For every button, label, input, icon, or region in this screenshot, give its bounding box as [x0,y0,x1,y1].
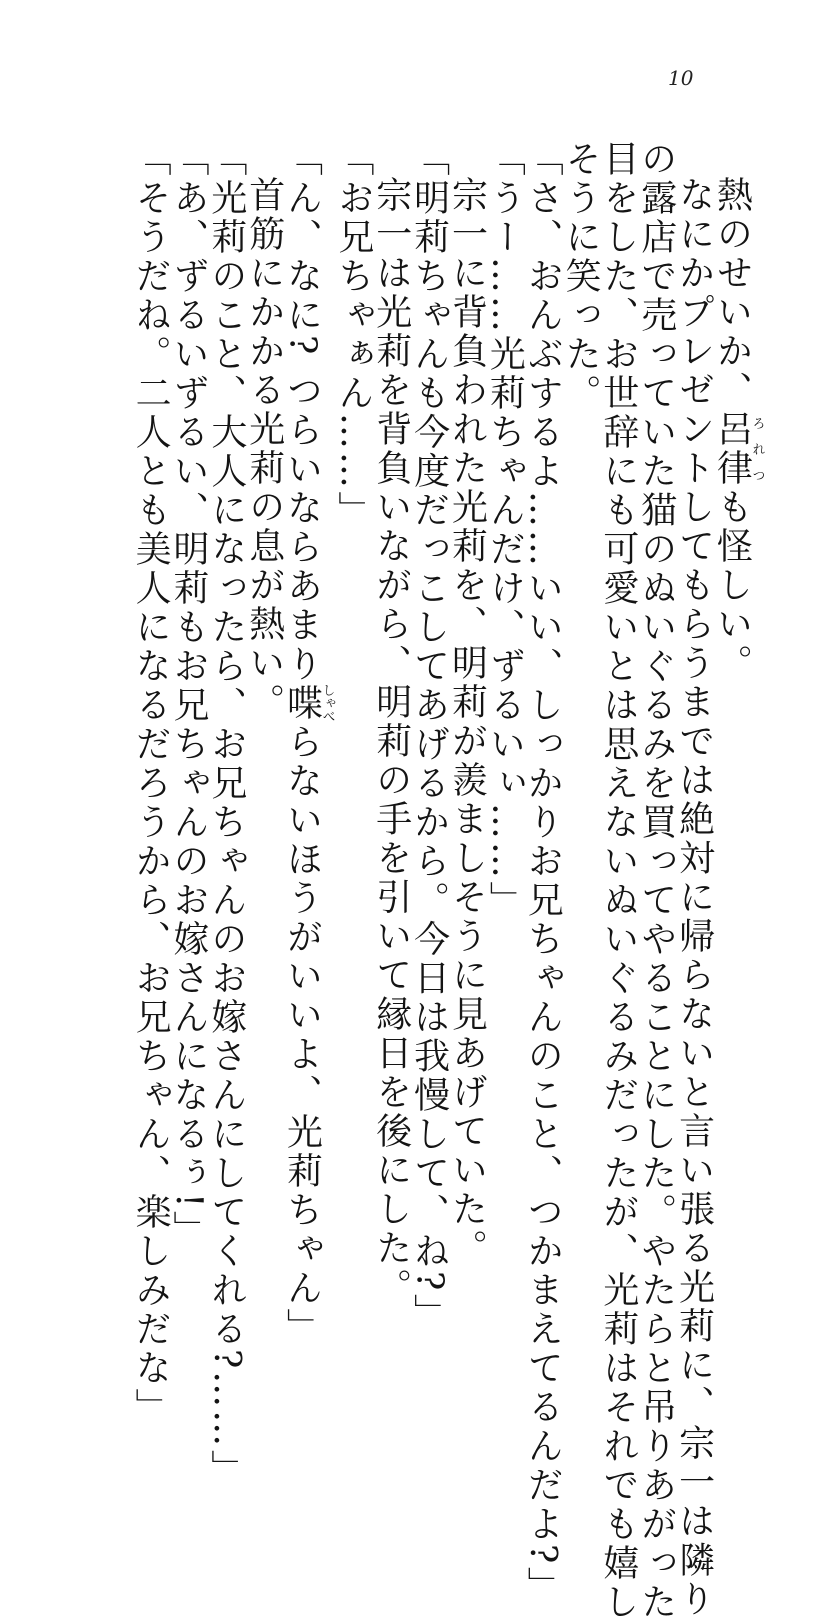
text-line-8: 宗一に背負われた光莉を、明莉が羨ましそうに見あげていた。 [446,176,488,1268]
text-line-16: 「そうだね。二人とも美人になるだろうから、お兄ちゃん、楽しみだな」 [130,140,172,1427]
text-line-3: の露店で売っていた猫のぬいぐるみを買ってやることにした。やたらと吊りあがった [635,140,677,1622]
page-number: 10 [668,66,694,90]
text-line-12-part-a: 「ん、なに? つらいならあまり [281,140,323,684]
text-line-4: 目をした、お世辞にも可愛いとは思えないぬいぐるみだったが、光莉はそれでも嬉し [597,140,639,1622]
text-line-2: なにかプレゼントしてもらうまでは絶対に帰らないと言い張る光莉に、宗一は隣り [673,176,715,1619]
ruby-shaberu-reading: しゃべ [319,683,335,723]
text-line-1 [713,140,764,1180]
text-line-9: 「明莉ちゃんも今度だっこしてあげるから。今日は我慢して、ね?」 [408,140,450,1333]
text-line-1-part-b: も怪しい。 [711,488,753,683]
text-line-11: 「お兄ちゃぁん……」 [332,140,374,530]
text-line-15: 「あ、ずるいずるい、明莉もお兄ちゃんのお嫁さんになるぅ!」 [167,140,209,1250]
ruby-shaberu [281,683,335,723]
text-line-12 [281,140,335,1347]
text-line-6: 「さ、おんぶするよ……いい、しっかりお兄ちゃんのこと、つかまえてるんだよ?」 [522,140,564,1606]
ruby-roretsu-base: 呂律 [711,410,753,488]
ruby-shaberu-base: 喋 [281,683,323,723]
text-line-1-part-a: 熱のせいか、 [711,176,753,410]
text-line-5: そうに笑った。 [560,140,602,413]
text-line-14: 「光莉のこと、大人になったら、お兄ちゃんのお嫁さんにしてくれる?……」 [205,140,247,1489]
ruby-roretsu-reading: ろれつ [749,410,765,488]
text-line-12-part-b: らないほうがいいよ、光莉ちゃん」 [281,722,323,1347]
vertical-body-text [130,140,765,1622]
text-line-10: 宗一は光莉を背負いながら、明莉の手を引いて縁日を後にした。 [370,176,412,1307]
text-line-13: 首筋にかかる光莉の息が熱い。 [243,176,285,722]
text-line-7: 「うー……光莉ちゃんだけ、ずるいぃ……」 [484,140,526,920]
ruby-roretsu [711,410,765,488]
